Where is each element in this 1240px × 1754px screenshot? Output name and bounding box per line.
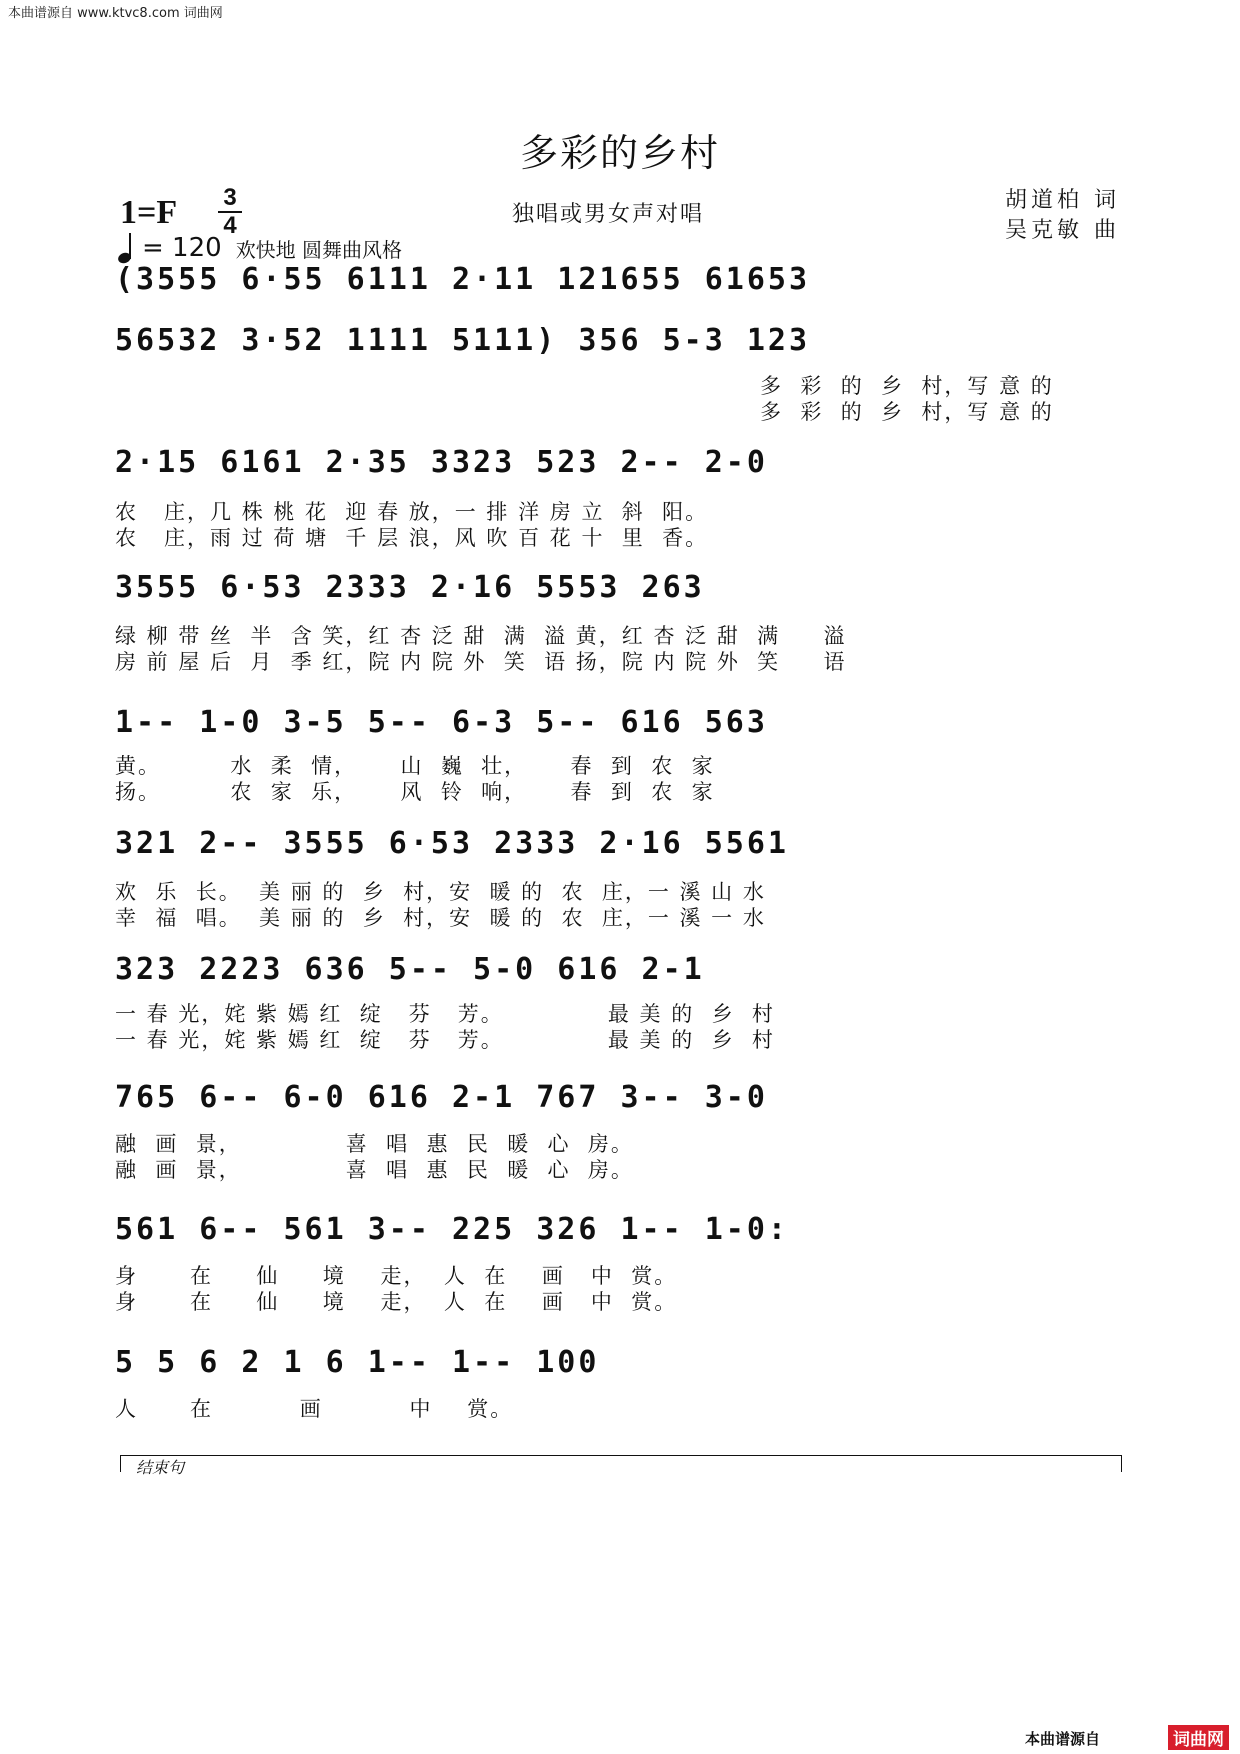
lyric-line: 身 在 仙 境 走， 人 在 画 中 赏。 — [115, 1290, 678, 1314]
lyricist-credit: 胡道柏 词 — [1005, 188, 1120, 213]
notation-row: 3555 6·53 2333 2·16 5553 263 — [115, 570, 705, 605]
lyric-line: 多 彩 的 乡 村，写 意 的 — [760, 374, 1054, 398]
lyric-line: 多 彩 的 乡 村，写 意 的 — [760, 400, 1054, 424]
tempo-marking — [118, 233, 402, 263]
tempo-value: = 120 — [142, 233, 222, 263]
staff-row-6 — [115, 826, 1120, 872]
notation-row: (3555 6·55 6111 2·11 121655 61653 — [115, 262, 811, 297]
footer-logo: 词曲网 — [1168, 1725, 1229, 1750]
time-sig-bottom: 4 — [223, 212, 237, 239]
notation-row: 765 6-- 6-0 616 2-1 767 3-- 3-0 — [115, 1080, 768, 1115]
song-subtitle: 独唱或男女声对唱 — [512, 202, 705, 227]
composer-credit: 吴克敏 曲 — [1005, 218, 1120, 243]
lyric-line: 农 庄，雨 过 荷 塘 千 层 浪，风 吹 百 花 十 里 香。 — [115, 526, 709, 550]
coda-label: 结束句 — [136, 1458, 185, 1477]
tempo-description: 欢快地 圆舞曲风格 — [235, 237, 403, 262]
lyric-line: 欢 乐 长。 美 丽 的 乡 村，安 暖 的 农 庄，一 溪 山 水 — [115, 880, 766, 904]
staff-row-4 — [115, 570, 1120, 616]
notation-row: 321 2-- 3555 6·53 2333 2·16 5561 — [115, 826, 789, 861]
lyric-line: 融 画 景， 喜 唱 惠 民 暖 心 房。 — [115, 1132, 634, 1156]
notation-row: 1-- 1-0 3-5 5-- 6-3 5-- 616 563 — [115, 705, 768, 740]
staff-row-9 — [115, 1212, 1120, 1258]
time-sig-top: 3 — [223, 184, 237, 211]
staff-row-2 — [115, 323, 1120, 369]
lyric-line: 身 在 仙 境 走， 人 在 画 中 赏。 — [115, 1264, 678, 1288]
lyric-line: 绿 柳 带 丝 半 含 笑，红 杏 泛 甜 满 溢 黄，红 杏 泛 甜 满 溢 — [115, 624, 847, 648]
lyric-line: 扬。 农 家 乐， 风 铃 响， 春 到 农 家 — [115, 780, 715, 804]
lyric-line: 一 春 光，姹 紫 嫣 红 绽 芬 芳。 最 美 的 乡 村 — [115, 1028, 775, 1052]
lyric-line: 房 前 屋 后 月 季 红，院 内 院 外 笑 语 扬，院 内 院 外 笑 语 — [115, 650, 847, 674]
staff-row-coda — [115, 1345, 1120, 1391]
notation-row: 2·15 6161 2·35 3323 523 2-- 2-0 — [115, 445, 768, 480]
staff-row-7 — [115, 952, 1120, 998]
lyric-line: 融 画 景， 喜 唱 惠 民 暖 心 房。 — [115, 1158, 634, 1182]
coda-bracket — [120, 1455, 1122, 1472]
key-signature: 1=F — [120, 194, 178, 231]
staff-row-8 — [115, 1080, 1120, 1126]
lyric-line: 一 春 光，姹 紫 嫣 红 绽 芬 芳。 最 美 的 乡 村 — [115, 1002, 775, 1026]
time-signature — [218, 186, 242, 238]
notation-row: 323 2223 636 5-- 5-0 616 2-1 — [115, 952, 705, 987]
notation-row: 56532 3·52 1111 5111) 356 5-3 123 — [115, 323, 811, 358]
staff-row-3 — [115, 445, 1120, 491]
quarter-note-icon — [118, 233, 136, 263]
site-header: 本曲谱源自 www.ktvc8.com 词曲网 — [8, 6, 223, 21]
staff-row-5 — [115, 705, 1120, 751]
lyric-line: 黄。 水 柔 情， 山 巍 壮， 春 到 农 家 — [115, 754, 715, 778]
notation-row: 561 6-- 561 3-- 225 326 1-- 1-0: — [115, 1212, 789, 1247]
footer-source-text: 本曲谱源自 — [1025, 1730, 1101, 1748]
lyric-line: 人 在 画 中 赏。 — [115, 1397, 514, 1421]
lyric-line: 幸 福 唱。 美 丽 的 乡 村，安 暖 的 农 庄，一 溪 一 水 — [115, 906, 766, 930]
lyric-line: 农 庄，几 株 桃 花 迎 春 放，一 排 洋 房 立 斜 阳。 — [115, 500, 709, 524]
staff-row-1 — [115, 262, 1120, 308]
song-title: 多彩的乡村 — [519, 131, 720, 175]
notation-row: 5 5 6 2 1 6 1-- 1-- 100 — [115, 1345, 600, 1380]
